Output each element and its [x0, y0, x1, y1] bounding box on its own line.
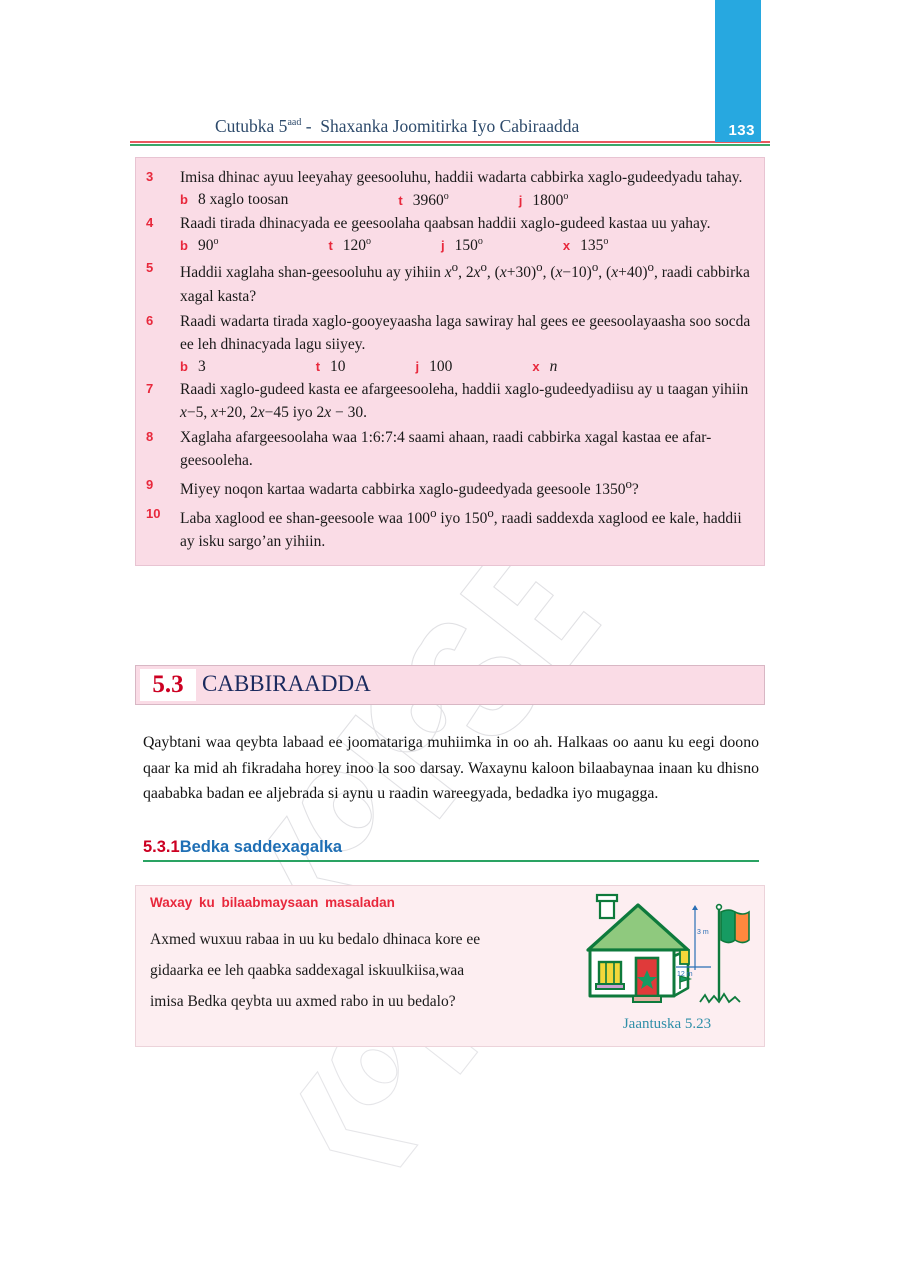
header-chapter-prefix: Cutubka 5 — [215, 116, 288, 136]
exercise-option — [180, 191, 288, 210]
dimension-height — [692, 905, 698, 970]
exercise-number: 3 — [146, 169, 154, 184]
section-heading-bar — [135, 665, 765, 705]
option-value: 135$^o$ — [580, 236, 609, 255]
house-illustration — [576, 892, 758, 1012]
option-letter: j — [441, 238, 445, 254]
exercise-option — [563, 236, 608, 255]
option-value: 3 — [197, 357, 206, 375]
option-letter: t — [315, 358, 321, 374]
subsection-rule — [143, 860, 759, 862]
wall-marker-icon — [680, 950, 689, 964]
section-number: 5.3 — [152, 671, 184, 698]
exercise-options — [180, 236, 754, 255]
option-value: 3960$^o$ — [412, 190, 449, 209]
exercise-option — [180, 236, 218, 255]
exercise-option — [398, 191, 448, 210]
exercise-option — [328, 236, 371, 255]
example-body — [150, 924, 570, 1017]
option-letter: x — [532, 358, 540, 374]
window-icon — [596, 962, 624, 989]
header-title — [215, 116, 579, 137]
option-value: 100 — [429, 357, 453, 375]
figure-caption: Jaantuska 5.23 — [622, 1016, 712, 1032]
exercise-text: Raadi xaglo-gudeed kasta ee afargeesooleha, haddii xaglo-gudeedyadiisu ay u taagan yihiin x−5, x+20, 2x−45 iyo 2x − 30. — [180, 380, 749, 422]
exercise-item — [146, 378, 754, 425]
option-letter: b — [180, 191, 188, 207]
example-title: Waxay ku bilaabmaysaan masaladan — [150, 895, 395, 910]
irish-flag-icon — [721, 910, 749, 943]
exercise-item — [146, 426, 754, 473]
exercise-text: Raadi tirada dhinacyada ee geesoolaha qaabsan haddii xaglo-gudeed kastaa uu yahay. — [180, 214, 711, 232]
exercise-number: 4 — [146, 214, 154, 230]
exercise-text: Laba xaglood ee shan-geesoole waa 100$^o$ iyo 150$^o$, raadi saddexda xaglood ee kale, haddii ay isku sargo’an yihiin. — [180, 504, 742, 551]
exercise-option — [519, 191, 569, 210]
exercise-option — [180, 358, 206, 376]
exercise-text: Haddii xaglaha shan-geesooluhu ay yihiin $x^o$, $2x^o$, $(x+30)^o$, $(x-10)^o$, $(x+40)^o$, raadi cabbirka xagal kasta? — [180, 259, 750, 306]
option-value: 1800$^o$ — [532, 190, 569, 209]
exercise-number: 10 — [146, 505, 161, 521]
subsection-number: 5.3.1 — [143, 838, 180, 856]
option-letter: x — [562, 238, 571, 254]
subsection-title: Bedka saddexagalka — [179, 838, 343, 856]
option-letter: t — [328, 238, 333, 254]
dimension-width-label: 12 m — [677, 971, 693, 978]
example-box — [135, 885, 765, 1047]
option-letter: j — [415, 358, 420, 374]
header-rule-green — [130, 144, 770, 146]
exercise-number: 9 — [146, 476, 154, 492]
exercise-item — [146, 166, 754, 190]
example-line-3: imisa Bedka qeybta uu axmed rabo in uu bedalo? — [150, 993, 456, 1010]
option-value: 150$^o$ — [454, 236, 483, 255]
exercise-options — [180, 191, 754, 210]
exercise-text: Raadi wadarta tirada xaglo-gooyeyaasha laga sawiray hal gees ee geesoolayaasha soo socda ee leh dhinacyada lagu siiyey. — [180, 312, 751, 354]
exercise-option — [416, 358, 453, 376]
option-value: n — [549, 357, 558, 375]
dimension-height-label: 3 m — [697, 929, 709, 936]
header-rule-red — [130, 141, 770, 143]
page-number: 133 — [728, 122, 755, 139]
option-value: 90$^o$ — [197, 236, 219, 255]
example-line-2: gidaarka ee leh qaabka saddexagal iskuulkiisa,waa — [150, 962, 465, 979]
exercise-number: 8 — [146, 428, 154, 444]
exercise-text: Xaglaha afargeesoolaha waa 1:6:7:4 saami ahaan, raadi cabbirka xagal kastaa ee afar-geesooleha. — [180, 428, 712, 470]
exercise-list — [146, 166, 754, 554]
option-letter: b — [180, 238, 188, 254]
exercise-number: 7 — [146, 380, 154, 396]
option-letter: j — [518, 192, 523, 208]
exercise-options — [180, 358, 754, 376]
option-value: 120$^o$ — [342, 236, 372, 255]
exercise-text: Miyey noqon kartaa wadarta cabbirka xaglo-gudeedyada geesoole 1350$^o$? — [180, 475, 639, 499]
running-header — [130, 116, 770, 140]
exercise-option — [441, 236, 483, 255]
page-tab — [715, 0, 761, 142]
chimney-icon — [597, 895, 617, 918]
exercise-option — [532, 358, 557, 376]
section-number-chip — [140, 669, 196, 701]
body-paragraph: Qaybtani waa qeybta labaad ee joomatariga muhiimka in oo ah. Halkaas oo aanu ku eegi doono qaar ka mid ah fikradaha horey inoo la soo darsay. Waxaynu kaloon bilaabaynaa inaan ku dhisno qaababka badan ee aljebrada si aynu u raadin wareegyada, bedadka iyo mugagga. — [143, 734, 759, 803]
header-chapter-title: Shaxanka Joomitirka Iyo Cabiraadda — [320, 116, 580, 136]
exercise-item — [146, 257, 754, 308]
option-letter: t — [398, 192, 403, 208]
exercise-item — [146, 310, 754, 357]
exercise-item — [146, 503, 754, 554]
subsection-line — [143, 838, 759, 857]
example-line-1: Axmed wuxuu rabaa in uu ku bedalo dhinaca kore ee — [150, 931, 481, 948]
option-value: 8 xaglo toosan — [197, 190, 289, 208]
door-icon — [633, 958, 661, 1002]
subsection-heading — [143, 838, 759, 862]
exercise-item — [146, 212, 754, 236]
exercise-text: Imisa dhinac ayuu leeyahay geesooluhu, haddii wadarta cabbirka xaglo-gudeedyadu tahay. — [180, 169, 743, 186]
exercise-number: 6 — [146, 312, 154, 328]
header-chapter-sup: aad — [287, 117, 302, 129]
exercise-item — [146, 474, 754, 502]
exercise-option — [316, 358, 346, 376]
exercise-box — [135, 157, 765, 566]
exercise-number: 5 — [146, 260, 154, 276]
option-letter: b — [180, 358, 188, 374]
section-title: CABBIRAADDA — [202, 671, 371, 696]
option-value: 10 — [330, 357, 346, 375]
header-dash: - — [305, 116, 312, 136]
